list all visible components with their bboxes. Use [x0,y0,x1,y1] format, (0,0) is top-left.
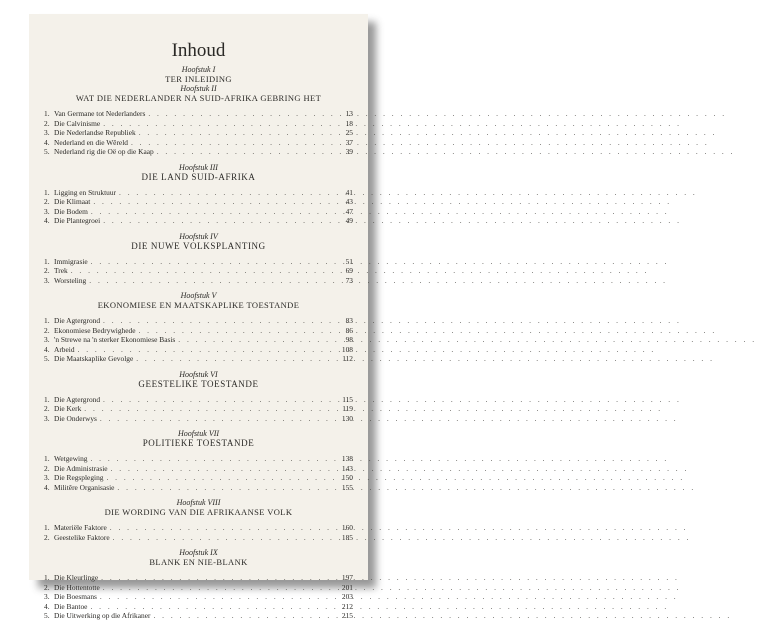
toc-entry [44,573,353,583]
dot-leader [100,592,333,602]
chapter-label: Hoofstuk II [180,84,217,93]
entry-number: 3. [44,206,50,216]
chapter-title: DIE LAND SUID-AFRIKA [141,171,256,182]
chapter-entries [44,316,353,364]
chapter-title: TER INLEIDING [165,74,232,84]
entry-number: 1. [44,256,50,266]
entry-number: 4. [44,601,50,611]
entry-number: 1. [44,316,50,325]
chapter-heading [44,84,353,103]
entry-number: 1. [44,454,50,463]
entry-title: Die Agtergrond [54,394,101,404]
chapter-title: DIE NUWE VOLKSPLANTING [131,240,266,251]
chapter-label: Hoofstuk VI [179,369,218,379]
dot-leader [71,266,333,276]
dot-leader [111,464,333,474]
entry-number: 4. [44,216,50,225]
entry-title: Die Plantegroei [54,216,101,225]
entry-number: 5. [44,611,50,620]
entry-page-number: 212 [341,601,353,611]
entry-number: 1. [44,523,50,532]
chapter-label: Hoofstuk IV [179,231,218,241]
chapter-label: Hoofstuk I [181,65,216,74]
entry-number: 5. [44,354,50,363]
entry-page-number: 143 [341,463,353,473]
toc-entry [44,316,353,326]
entry-page-number: 83 [345,316,353,325]
dot-leader [103,316,333,326]
entry-title: Materiële Faktore [54,523,107,532]
entry-number: 3. [44,275,50,285]
chapter-label: Hoofstuk V [180,291,217,300]
entry-page-number: 108 [341,344,353,354]
entry-number: 4. [44,482,50,492]
entry-page-number: 41 [345,187,353,197]
entry-title: Die Uitwerking op die Afrikaner [54,611,151,620]
entry-title: Arbeid [54,344,75,354]
entry-page-number: 49 [345,216,353,225]
entry-number: 1. [44,187,50,197]
toc-entry [44,276,353,286]
toc-entry [44,207,353,217]
chapter-entries [44,109,353,157]
entry-title: Nederland rig die Oë op die Kaap [54,147,154,156]
entry-number: 2. [44,118,50,128]
dot-leader [110,523,333,533]
toc-entry [44,583,353,593]
toc-entry [44,454,353,464]
chapter-title: DIE WORDING VAN DIE AFRIKAANSE VOLK [104,507,293,517]
chapter-entries [44,523,353,542]
entry-page-number: 203 [341,592,353,601]
entry-number: 3. [44,128,50,137]
dot-leader [139,128,333,138]
page-title: Inhoud [171,40,226,61]
entry-page-number: 197 [341,573,353,582]
dot-leader [131,138,333,148]
entry-number: 2. [44,404,50,413]
chapter-title: POLITIEKE TOESTANDE [142,438,255,448]
entry-page-number: 43 [345,197,353,206]
entry-title: Die Kleurlinge [54,573,99,582]
dot-leader [136,354,333,364]
entry-page-number: 39 [345,147,353,156]
chapter-entries [44,257,353,286]
dot-leader [138,326,333,336]
entry-page-number: 98 [345,335,353,344]
entry-title: Worsteling [54,275,87,285]
entry-title: Die Boesmans [54,592,97,601]
entry-number: 1. [44,394,50,404]
toc-entry [44,197,353,207]
entry-title: Wetgewing [54,454,88,463]
toc-entry [44,414,353,424]
entry-number: 1. [44,109,50,118]
entry-number: 3. [44,592,50,601]
dot-leader [103,216,333,226]
toc-entry [44,128,353,138]
toc-entry [44,533,353,543]
entry-title: Die Bantoe [54,601,88,611]
entry-number: 2. [44,532,50,542]
entry-number: 4. [44,137,50,147]
dot-leader [106,473,333,483]
toc-entry [44,611,353,621]
entry-page-number: 201 [341,582,353,592]
chapter-entries [44,573,353,621]
entry-title: Die Klimaat [54,197,91,206]
entry-page-number: 112 [342,354,353,363]
toc-entry [44,216,353,226]
entry-title: Die Nederlandse Republiek [54,128,136,137]
toc-entry [44,257,353,267]
entry-page-number: 215 [341,611,353,620]
entry-number: 2. [44,582,50,592]
dot-leader [153,611,333,621]
dot-leader [89,276,333,286]
entry-number: 1. [44,573,50,582]
entry-title: Die Regspleging [54,473,104,482]
chapter-label: Hoofstuk III [179,162,218,172]
entry-number: 2. [44,325,50,335]
entry-number: 3. [44,413,50,423]
dot-leader [117,483,333,493]
entry-page-number: 115 [342,394,353,404]
dot-leader [148,109,333,119]
entry-title: Die Agtergrond [54,316,101,325]
toc-entry [44,109,353,119]
entry-page-number: 160 [341,523,353,532]
entry-title: Trek [54,266,68,275]
entry-page-number: 18 [345,118,353,128]
toc-entry [44,326,353,336]
chapter-title: GEESTELIKE TOESTANDE [138,378,259,389]
entry-number: 3. [44,335,50,344]
dot-leader [84,404,333,414]
chapter-entries [44,454,353,492]
dot-leader [90,454,333,464]
book-page [29,14,368,620]
entry-title: Immigrasie [54,256,88,266]
toc-entry [44,602,353,612]
dot-leader [103,119,333,129]
entry-page-number: 47 [345,206,353,216]
toc-entry [44,147,353,157]
entry-number: 3. [44,473,50,482]
dot-leader [78,345,333,355]
chapter-title: BLANK EN NIE-BLANK [149,557,248,567]
toc-entry [44,523,353,533]
toc-entry [44,188,353,198]
entry-title: Die Kerk [54,404,82,413]
entry-page-number: 69 [345,266,353,275]
chapter-label: Hoofstuk VII [177,429,220,438]
entry-number: 4. [44,344,50,354]
chapter-heading [44,163,353,182]
entry-title: Geestelike Faktore [54,532,110,542]
toc-entry [44,395,353,405]
dot-leader [91,257,333,267]
entry-page-number: 119 [342,404,353,413]
chapter-entries [44,188,353,226]
entry-title: 'n Strewe na 'n sterker Ekonomiese Basis [54,335,176,344]
toc-entry [44,119,353,129]
dot-leader [93,197,333,207]
entry-page-number: 155 [341,482,353,492]
entry-title: Die Onderwys [54,413,97,423]
dot-leader [90,602,333,612]
dot-leader [178,335,333,345]
toc-entry [44,464,353,474]
entry-title: Ekonomiese Bedrywighede [54,325,136,335]
toc-entry [44,592,353,602]
entry-number: 5. [44,147,50,156]
entry-title: Van Germane tot Nederlanders [54,109,146,118]
entry-page-number: 86 [345,325,353,335]
entry-title: Die Administrasie [54,463,108,473]
entry-title: Die Hottentotte [54,582,100,592]
chapter-title: EKONOMIESE EN MAATSKAPLIKE TOESTANDE [97,300,300,310]
dot-leader [157,147,333,157]
dot-leader [103,395,333,405]
entry-page-number: 138 [341,454,353,463]
chapter-heading [44,232,353,251]
toc-entry [44,266,353,276]
chapter-heading [44,291,353,310]
entry-title: Nederland en die Wêreld [54,137,128,147]
entry-title: Die Maatskaplike Gevolge [54,354,134,363]
entry-page-number: 130 [341,413,353,423]
dot-leader [119,188,333,198]
toc-entry [44,345,353,355]
chapter-entries [44,395,353,424]
chapter-label: Hoofstuk VIII [176,498,221,507]
chapter-heading [44,548,353,567]
chapter-heading [44,429,353,448]
entry-title: Militêre Organisasie [54,482,115,492]
entry-page-number: 51 [345,256,353,266]
toc-entry [44,483,353,493]
entry-title: Ligging en Struktuur [54,187,116,197]
chapter-label: Hoofstuk IX [179,548,218,557]
toc-entry [44,138,353,148]
entry-number: 2. [44,463,50,473]
entry-title: Die Bodem [54,206,88,216]
entry-page-number: 25 [345,128,353,137]
dot-leader [103,583,333,593]
toc-entry [44,354,353,364]
dot-leader [113,533,333,543]
entry-number: 2. [44,266,50,275]
dot-leader [100,414,333,424]
dot-leader [91,207,333,217]
dot-leader [101,573,333,583]
entry-title: Die Calvinisme [54,118,101,128]
toc-entry [44,404,353,414]
entry-page-number: 37 [345,137,353,147]
entry-number: 2. [44,197,50,206]
chapter-heading [44,370,353,389]
entry-page-number: 13 [345,109,353,118]
toc-entry [44,335,353,345]
chapter-heading [44,498,353,517]
toc-entry [44,473,353,483]
entry-page-number: 185 [341,532,353,542]
chapter-title: WAT DIE NEDERLANDER NA SUID-AFRIKA GEBRING HET [75,93,322,103]
entry-page-number: 73 [345,275,353,285]
chapter-heading [44,65,353,84]
entry-page-number: 150 [341,473,353,482]
